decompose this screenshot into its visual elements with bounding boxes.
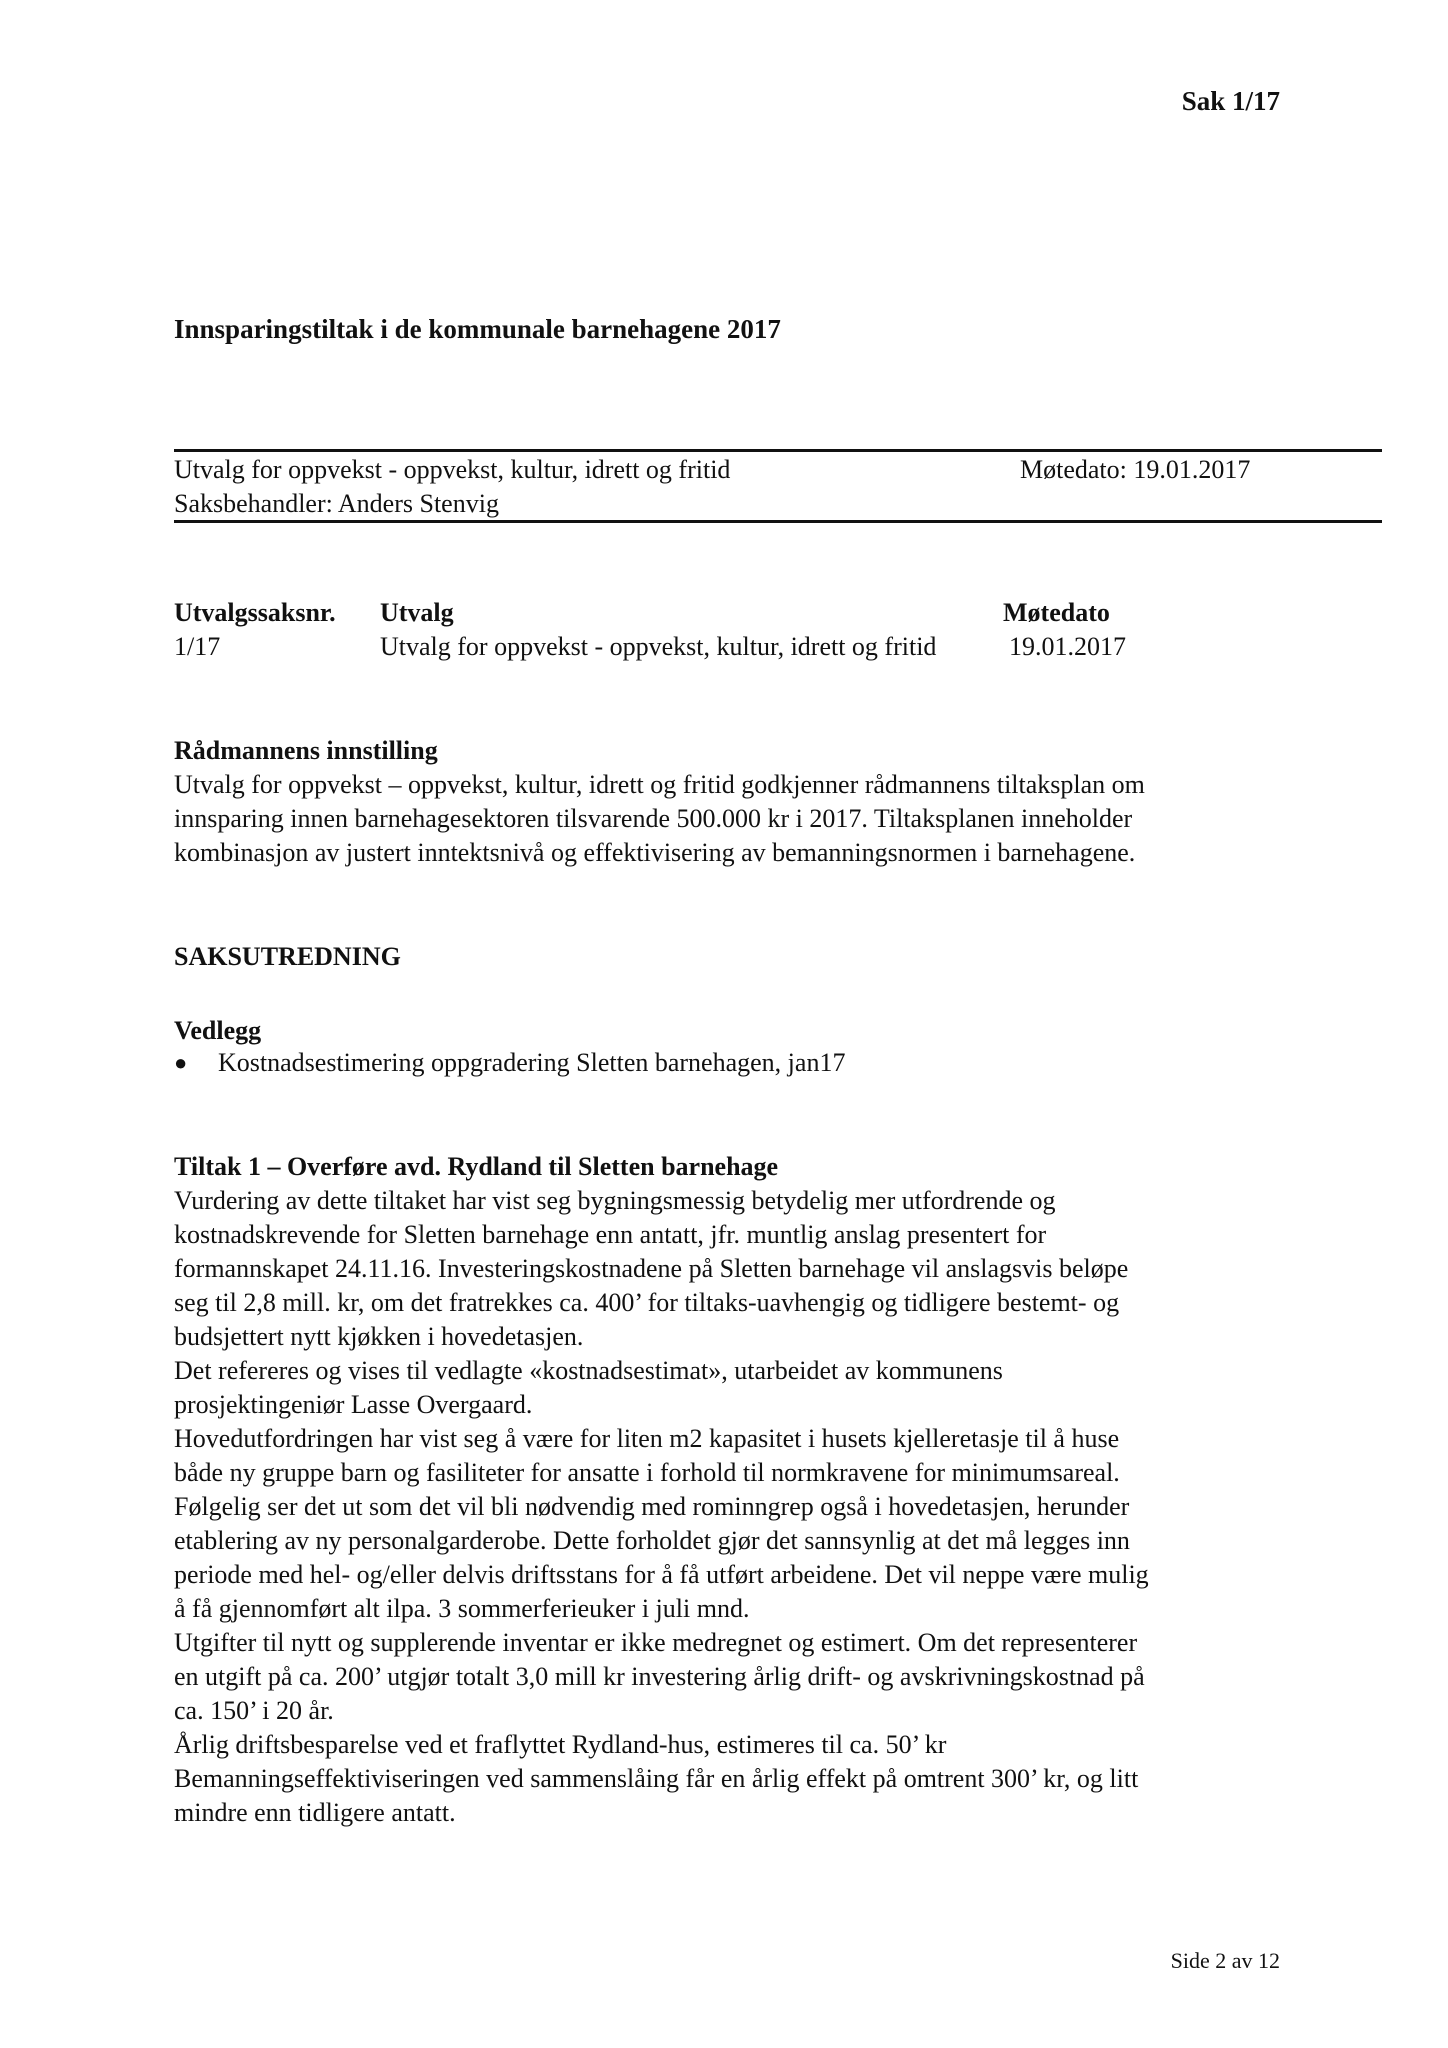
tiltak-line: seg til 2,8 mill. kr, om det fratrekkes ca. 400’ for tiltaks-uavhengig og tidligere bestemt- og — [174, 1288, 1120, 1317]
tiltak-heading: Tiltak 1 – Overføre avd. Rydland til Sletten barnehage — [174, 1152, 779, 1181]
recommendation-section — [174, 734, 1394, 870]
table-header-committee: Utvalg — [380, 598, 454, 627]
recommendation-heading: Rådmannens innstilling — [174, 736, 438, 765]
tiltak-line: budsjettert nytt kjøkken i hovedetasjen. — [174, 1322, 584, 1351]
tiltak-line: Det refereres og vises til vedlagte «kostnadsestimat», utarbeidet av kommunens — [174, 1356, 1003, 1385]
recommendation-line: innsparing innen barnehagesektoren tilsvarende 500.000 kr i 2017. Tiltaksplanen inneholder — [174, 804, 1133, 833]
table-header-meeting-date: Møtedato — [1003, 598, 1110, 627]
divider-top — [174, 449, 1382, 452]
table-cell-committee: Utvalg for oppvekst - oppvekst, kultur, idrett og fritid — [380, 632, 937, 661]
tiltak-line: Bemanningseffektiviseringen ved sammenslåing får en årlig effekt på omtrent 300’ kr, og litt — [174, 1764, 1139, 1793]
attachments-heading: Vedlegg — [174, 1016, 262, 1045]
recommendation-line: kombinasjon av justert inntektsnivå og effektivisering av bemanningsnormen i barnehagene. — [174, 838, 1136, 867]
tiltak-line: ca. 150’ i 20 år. — [174, 1696, 334, 1725]
page-indicator: Side 2 av 12 — [1170, 1948, 1280, 1973]
document-title: Innsparingstiltak i de kommunale barnehagene 2017 — [174, 314, 781, 344]
table-header-case-number: Utvalgssaksnr. — [174, 598, 336, 627]
tiltak-line: Årlig driftsbesparelse ved et fraflyttet Rydland-hus, estimeres til ca. 50’ kr — [174, 1730, 947, 1759]
attachment-label: Kostnadsestimering oppgradering Sletten barnehagen, jan17 — [218, 1048, 846, 1077]
case-number: Sak 1/17 — [1181, 86, 1280, 116]
tiltak-line: etablering av ny personalgarderobe. Dette forholdet gjør det sannsynlig at det må legges inn — [174, 1526, 1130, 1555]
attachment-item — [174, 1046, 845, 1080]
tiltak-line: Vurdering av dette tiltaket har vist seg bygningsmessig betydelig mer utfordrende og — [174, 1186, 1056, 1215]
tiltak-line: å få gjennomført alt ilpa. 3 sommerferieuker i juli mnd. — [174, 1594, 750, 1623]
tiltak-line: prosjektingeniør Lasse Overgaard. — [174, 1390, 533, 1419]
tiltak-section — [174, 1150, 1394, 1830]
tiltak-line: mindre enn tidligere antatt. — [174, 1798, 456, 1827]
table-cell-meeting-date: 19.01.2017 — [1009, 632, 1126, 661]
bullet-icon: ● — [174, 1050, 188, 1075]
tiltak-line: Hovedutfordringen har vist seg å være for liten m2 kapasitet i husets kjelleretasje til å huse — [174, 1424, 1120, 1453]
divider-bottom — [174, 520, 1382, 523]
tiltak-line: formannskapet 24.11.16. Investeringskostnadene på Sletten barnehage vil anslagsvis beløpe — [174, 1254, 1129, 1283]
meta-committee: Utvalg for oppvekst - oppvekst, kultur, idrett og fritid — [174, 455, 731, 484]
tiltak-line: kostnadskrevende for Sletten barnehage enn antatt, jfr. muntlig anslag presentert for — [174, 1220, 1047, 1249]
tiltak-line: en utgift på ca. 200’ utgjør totalt 3,0 mill kr investering årlig drift- og avskrivningskostnad på — [174, 1662, 1145, 1691]
tiltak-line: både ny gruppe barn og fasiliteter for ansatte i forhold til normkravene for minimumsareal. — [174, 1458, 1120, 1487]
tiltak-line: Følgelig ser det ut som det vil bli nødvendig med rominngrep også i hovedetasjen, herunder — [174, 1492, 1130, 1521]
meta-case-handler: Saksbehandler: Anders Stenvig — [174, 489, 499, 518]
table-cell-case-number: 1/17 — [174, 632, 221, 661]
meta-meeting-date: Møtedato: 19.01.2017 — [1020, 455, 1251, 484]
section-heading-saksutredning: SAKSUTREDNING — [174, 942, 401, 971]
tiltak-line: Utgifter til nytt og supplerende inventar er ikke medregnet og estimert. Om det representerer — [174, 1628, 1138, 1657]
recommendation-line: Utvalg for oppvekst – oppvekst, kultur, idrett og fritid godkjenner rådmannens tiltaksplan om — [174, 770, 1145, 799]
tiltak-line: periode med hel- og/eller delvis driftsstans for å få utført arbeidene. Det vil neppe være mulig — [174, 1560, 1149, 1589]
